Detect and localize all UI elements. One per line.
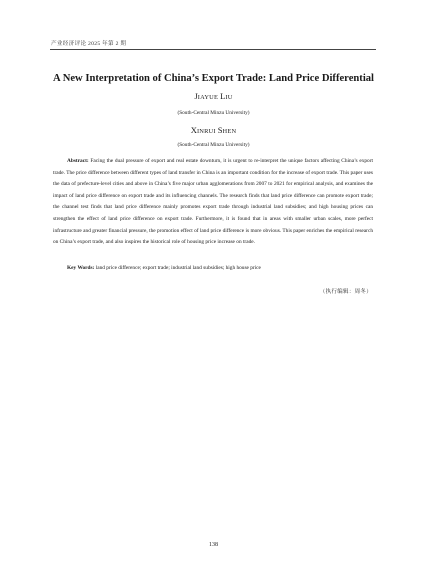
abstract-text: Facing the dual pressure of export and real estate downturn, it is urgent to re-interpret the unique factors affecting China’s export trade. The price difference between different types of land transfer in China is an important condition for the increase of export trade. This paper uses the data of prefecture-level cities and above in China’s five major urban agglomerations from 2007 to 2021 for empirical analysis, and examines the impact of land price difference on export trade and its influencing channels. The research finds that land price difference can promote export trade; the channel test finds that land price difference mainly promotes export trade through industrial land subsidies; and high housing prices can strengthen the effect of land price difference on export trade. Furthermore, it is found that in areas with smaller urban scales, more perfect infrastructure and greater financial pressure, the promotion effect of land price difference is more obvious. This paper enriches the empirical research on China’s export trade, and also inspires the historical role of housing price increase on trade. [53, 158, 373, 246]
author-name-1 [40, 91, 387, 103]
abstract-paragraph [53, 156, 373, 249]
executive-editor-note: （执行编辑：周冬） [319, 289, 372, 295]
author-affiliation-1: (South-Central Minzu University) [177, 110, 250, 116]
author-affiliation-2: (South-Central Minzu University) [177, 142, 250, 148]
header-rule [50, 49, 376, 50]
keywords [67, 264, 373, 272]
author-1-first-rest: IAYUE [197, 94, 219, 101]
running-head: 产业经济评论 2025 年第 2 期 [51, 41, 127, 47]
author-1-last-initial: L [220, 91, 226, 101]
abstract [53, 156, 373, 249]
keywords-label: Key Words: [67, 265, 95, 271]
author-2-last-initial: S [217, 125, 223, 135]
page-number: 138 [209, 542, 218, 548]
author-2-first-rest: INRUI [196, 128, 216, 135]
abstract-label: Abstract: [67, 158, 89, 164]
article-title: A New Interpretation of China’s Export Trade: Land Price Differential [52, 73, 375, 84]
author-1-first-initial: J [194, 91, 198, 101]
author-name-2 [40, 125, 387, 137]
keywords-text: land price difference; export trade; industrial land subsidies; high house price [95, 265, 261, 271]
author-2-last-rest: HEN [222, 128, 237, 135]
author-1-last-rest: IU [225, 94, 233, 101]
author-2-first-initial: X [190, 125, 197, 135]
